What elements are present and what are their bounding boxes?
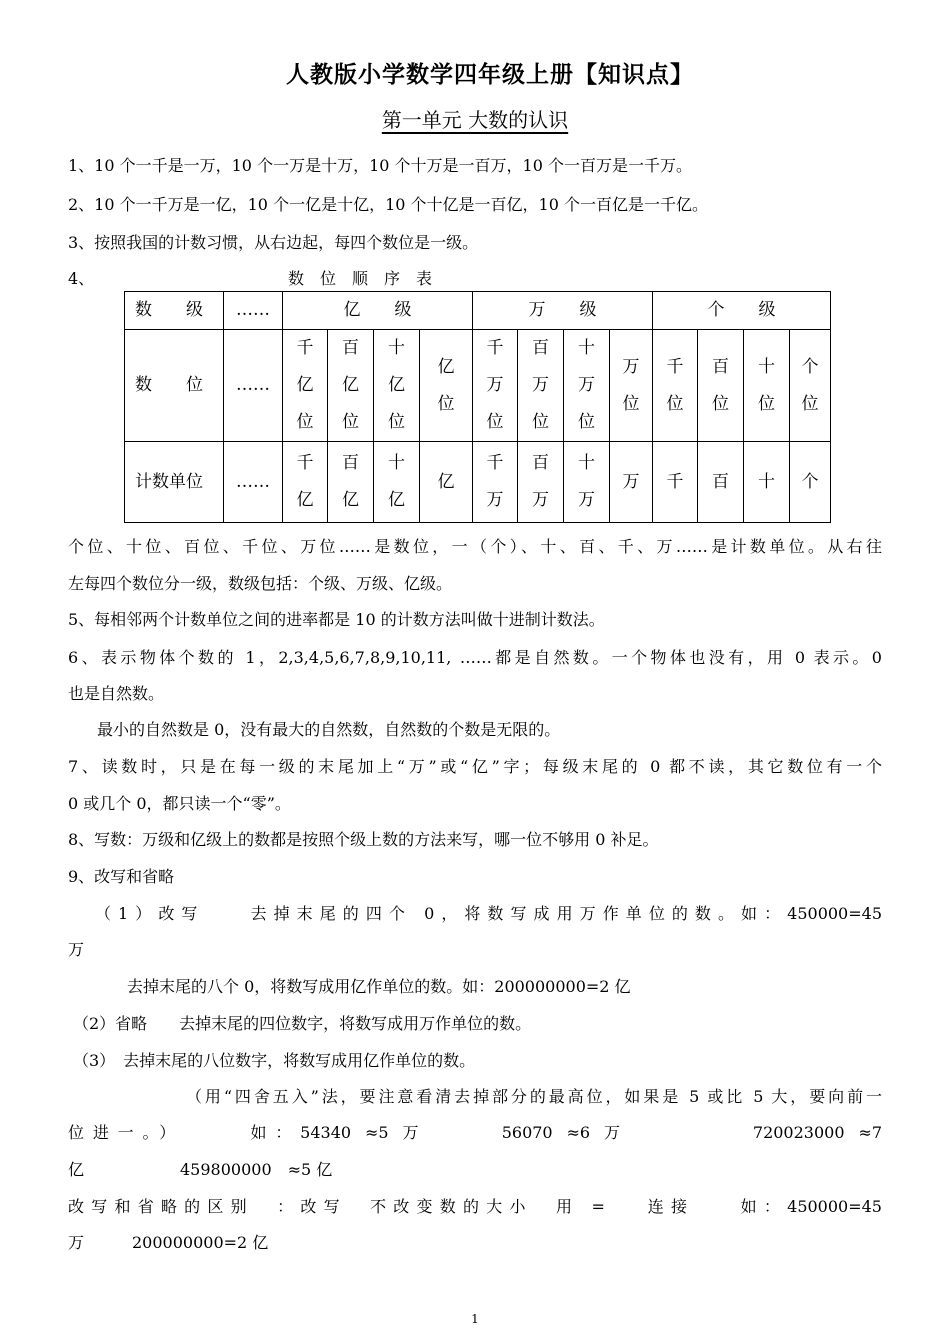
cell-unit: 亿 xyxy=(420,442,473,523)
cell-place: 个 位 xyxy=(790,330,831,442)
cell-unit-label: 计数单位 xyxy=(125,442,224,523)
table-row-levels xyxy=(125,292,831,330)
difference-line-2: 万 200000000=2 亿 xyxy=(68,1233,269,1252)
point-9-4-line-2: 位进一。） 如：54340 ≈5 万 56070 ≈6 万 720023000 ≈7 xyxy=(68,1123,882,1142)
cell-place: 十 位 xyxy=(744,330,790,442)
cell-level-ge: 个 级 xyxy=(653,292,831,330)
point-9-1-line-1: （1）改写 去掉末尾的四个 0，将数写成用万作单位的数。如：450000=45 xyxy=(95,904,882,923)
place-value-table xyxy=(124,291,831,523)
cell-place-label: 数 位 xyxy=(125,330,224,442)
cell-level-wan: 万 级 xyxy=(473,292,653,330)
cell-place: 百 亿 位 xyxy=(328,330,374,442)
page-number: 1 xyxy=(471,1312,479,1326)
page-title: 人教版小学数学四年级上册【知识点】 xyxy=(286,61,694,88)
table-row-places xyxy=(125,330,831,442)
point-7-line-1: 7、读数时，只是在每一级的末尾加上“万”或“亿”字；每级末尾的 0 都不读，其它数位有一个 xyxy=(68,757,882,776)
cell-unit: 百 万 xyxy=(518,442,564,523)
unit-title xyxy=(0,104,950,133)
cell-place-dots: …… xyxy=(224,330,283,442)
cell-unit: 个 xyxy=(790,442,831,523)
point-1: 1、10 个一千是一万，10 个一万是十万，10 个十万是一百万，10 个一百万是一千万。 xyxy=(68,156,692,175)
cell-place: 千 万 位 xyxy=(473,330,518,442)
cell-place: 千 亿 位 xyxy=(283,330,328,442)
point-6-line-1: 6、表示物体个数的 1，2,3,4,5,6,7,8,9,10,11, ……都是自然数。一个物体也没有，用 0 表示。0 xyxy=(68,648,882,667)
point-9-1-line-3: 去掉末尾的八个 0，将数写成用亿作单位的数。如：200000000=2 亿 xyxy=(127,977,631,996)
cell-unit: 千 万 xyxy=(473,442,518,523)
point-7-line-2: 0 或几个 0，都只读一个“零”。 xyxy=(68,794,291,813)
cell-place: 十 亿 位 xyxy=(374,330,420,442)
explanation-line-2: 左每四个数位分一级，数级包括：个级、万级、亿级。 xyxy=(68,574,453,593)
cell-place: 千 位 xyxy=(653,330,698,442)
table-row-units xyxy=(125,442,831,523)
cell-unit-dots: …… xyxy=(224,442,283,523)
point-6-line-3: 最小的自然数是 0，没有最大的自然数，自然数的个数是无限的。 xyxy=(97,720,561,739)
cell-unit: 十 亿 xyxy=(374,442,420,523)
table-caption: 数 位 顺 序 表 xyxy=(288,269,433,288)
cell-unit: 十 xyxy=(744,442,790,523)
point-9-3: （3） 去掉末尾的八位数字，将数写成用亿作单位的数。 xyxy=(73,1051,476,1070)
point-9-2: （2）省略 去掉末尾的四位数字，将数写成用万作单位的数。 xyxy=(73,1014,532,1033)
point-9: 9、改写和省略 xyxy=(68,867,175,886)
cell-unit: 千 xyxy=(653,442,698,523)
point-4-number: 4、 xyxy=(68,269,95,288)
cell-unit: 百 xyxy=(698,442,744,523)
unit-title-text: 第一单元 大数的认识 xyxy=(381,108,569,132)
point-8: 8、写数：万级和亿级上的数都是按照个级上数的方法来写，哪一位不够用 0 补足。 xyxy=(68,830,659,849)
cell-place: 十 万 位 xyxy=(564,330,610,442)
cell-place: 万 位 xyxy=(610,330,653,442)
cell-unit: 十 万 xyxy=(564,442,610,523)
cell-level-yi: 亿 级 xyxy=(283,292,473,330)
cell-place: 百 万 位 xyxy=(518,330,564,442)
point-9-1-line-2: 万 xyxy=(68,940,85,959)
point-5: 5、每相邻两个计数单位之间的进率都是 10 的计数方法叫做十进制计数法。 xyxy=(68,610,605,629)
point-6-line-2: 也是自然数。 xyxy=(68,684,165,703)
point-2: 2、10 个一千万是一亿，10 个一亿是十亿，10 个十亿是一百亿，10 个一百亿是一千亿。 xyxy=(68,195,708,214)
cell-level-label: 数 级 xyxy=(125,292,224,330)
cell-unit: 百 亿 xyxy=(328,442,374,523)
point-9-4-line-3: 亿 459800000 ≈5 亿 xyxy=(68,1160,333,1179)
cell-place: 百 位 xyxy=(698,330,744,442)
cell-unit: 万 xyxy=(610,442,653,523)
cell-level-dots: …… xyxy=(224,292,283,330)
cell-unit: 千 亿 xyxy=(283,442,328,523)
point-9-4-line-1: （用“四舍五入”法，要注意看清去掉部分的最高位，如果是 5 或比 5 大，要向前一 xyxy=(186,1087,882,1106)
explanation-line-1: 个位、十位、百位、千位、万位……是数位，一（个）、十、百、千、万……是计数单位。从右往 xyxy=(68,537,882,556)
point-3: 3、按照我国的计数习惯，从右边起，每四个数位是一级。 xyxy=(68,233,479,252)
cell-place: 亿 位 xyxy=(420,330,473,442)
difference-line-1: 改写和省略的区别 ：改写 不改变数的大小 用 = 连接 如：450000=45 xyxy=(68,1197,882,1216)
